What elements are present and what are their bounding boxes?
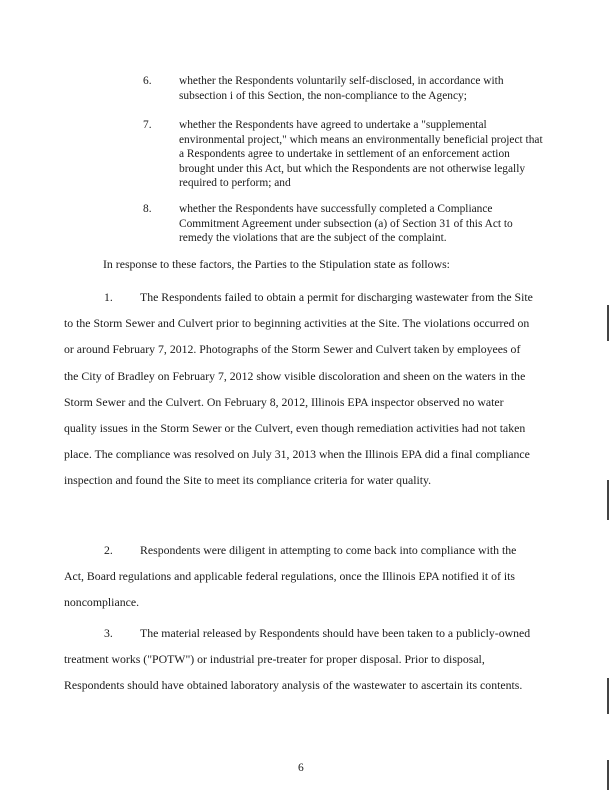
revision-bar — [607, 760, 609, 790]
sub-item-text: whether the Respondents voluntarily self-disclosed, in accordance with subsection i of this Section, the non-compliance to the Agency; — [179, 75, 504, 102]
paragraph-text: Respondents were diligent in attempting to come back into compliance with the Act, Board regulations and applicable federal regulations, once the Illinois EPA notified it of its noncompliance. — [64, 543, 517, 610]
paragraph-number: 1. — [104, 290, 113, 304]
paragraph-2 — [64, 537, 534, 616]
page-number: 6 — [298, 762, 304, 774]
sub-item-number: 8. — [143, 203, 152, 215]
sub-item-text: whether the Respondents have successfully completed a Compliance Commitment Agreement under subsection (a) of Section 31 of this Act to remedy the violations that are the subject of the complaint. — [179, 203, 513, 245]
paragraph-text: The Respondents failed to obtain a permit for discharging wastewater from the Site to the Storm Sewer and Culvert prior to beginning activities at the Site. The violations occurred on or around February 7, 2012. Photographs of the Storm Sewer and Culvert taken by employees of the City of Bradley on February 7, 2012 show visible discoloration and sheen on the waters in the Storm Sewer and the Culvert. On February 8, 2012, Illinois EPA inspector observed no water quality issues in the Storm Sewer or the Culvert, even though remediation activities had not taken place. The compliance was resolved on July 31, 2013 when the Illinois EPA did a final compliance inspection and found the Site to meet its compliance criteria for water quality. — [64, 290, 533, 488]
paragraph-number: 3. — [104, 626, 113, 640]
paragraph-1 — [64, 284, 534, 494]
intro-sentence: In response to these factors, the Parties to the Stipulation state as follows: — [103, 257, 450, 271]
sub-item-number: 7. — [143, 119, 152, 131]
revision-bar — [607, 480, 609, 520]
sub-item-number: 6. — [143, 75, 152, 87]
revision-bar — [607, 305, 609, 341]
revision-bar — [607, 678, 609, 714]
sub-item-text: whether the Respondents have agreed to undertake a "supplemental environmental project," which means an environmentally beneficial project that a Respondents agree to undertake in settlement of an enforcement action brought under this Act, but which the Respondents are not otherwise legally required to perform; and — [179, 119, 543, 190]
paragraph-number: 2. — [104, 543, 113, 557]
paragraph-text: The material released by Respondents should have been taken to a publicly-owned treatment works ("POTW") or industrial pre-treater for proper disposal. Prior to disposal, Respondents should have obtained laboratory analysis of the wastewater to ascertain its contents. — [64, 626, 531, 693]
paragraph-3 — [64, 620, 534, 699]
